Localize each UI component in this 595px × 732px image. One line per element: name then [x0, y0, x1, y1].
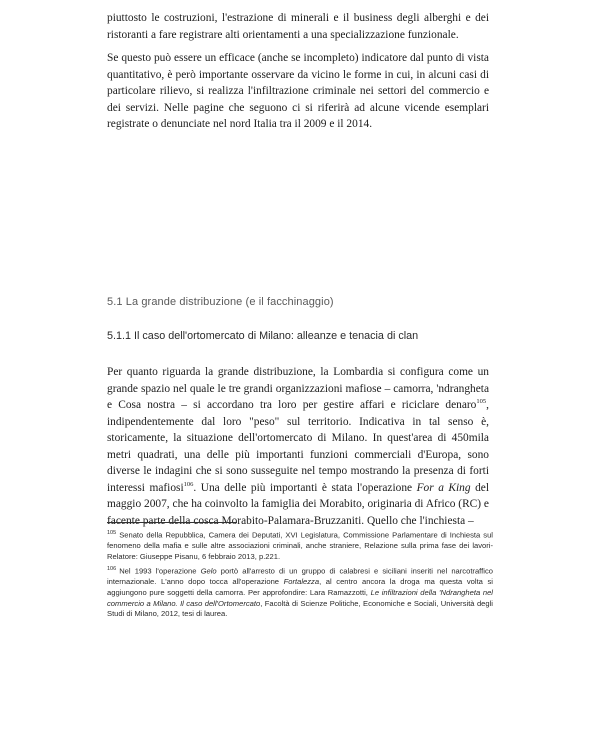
footnote-106 — [107, 564, 493, 620]
footnote-text: Senato della Repubblica, Camera dei Deputati, XVI Legislatura, Commissione Parlamentare di Inchiesta sul fenomeno della mafia e sulle altre associazioni criminali, anche straniere, Relazione sulla prima fase dei lavori-Relatore: Giuseppe Pisanu, 6 febbraio 2013, p.221. — [107, 530, 493, 561]
main-paragraph-part3: . Una delle più importanti è stata l'operazione — [193, 481, 417, 494]
footnotes — [107, 528, 493, 622]
footnote-number: 105 — [107, 530, 117, 536]
footnote-italic: Le infiltrazioni della 'Ndrangheta nel commercio a Milano. Il caso dell'Ortomercato — [107, 588, 493, 608]
subsection-heading: 5.1.1 Il caso dell'ortomercato di Milano: alleanze e tenacia di clan — [107, 330, 419, 342]
main-paragraph-part2: , indipendentemente dal loro "peso" sul territorio. Indicativa in tal senso è, storicamente, la situazione dell'ortomercato di Milano. In quest'area di 450mila metri quadrati, una delle più importanti funzioni commerciali d'Europa, sono diverse le indagini che si sono susseguite nel tempo mostrando la presenza di forti interessi mafiosi — [107, 399, 489, 494]
footnote-text-part: , al centro ancora la droga ma questa volta si aggiungono pure soggetti della camorra. Per approfondire: Lara Ramazzotti, — [107, 577, 493, 598]
footnote-separator — [107, 522, 237, 523]
section-heading: 5.1 La grande distribuzione (e il facchinaggio) — [107, 296, 334, 308]
main-paragraph — [107, 364, 489, 529]
operation-name: For a King — [416, 481, 471, 494]
footnote-text-part: , Facoltà di Scienze Politiche, Economiche e Sociali, Università degli Studi di Milano, 2012, tesi di laurea. — [107, 598, 493, 619]
footnote-ref-105[interactable]: 105 — [476, 398, 487, 406]
quantitative-paragraph: Se questo può essere un efficace (anche se incompleto) indicatore dal punto di vista quantitativo, è però importante osservare da vicino le forme in cui, in alcuni casi di particolare rilievo, si realizza l'infiltrazione criminale nei settori del commercio e dei servizi. Nelle pagine che seguono ci si riferirà ad alcune vicende esemplari registrate o denunciate nel nord Italia tra il 2009 e il 2014. — [107, 52, 489, 130]
main-paragraph-part1: Per quanto riguarda la grande distribuzione, la Lombardia si configura come un grande spazio nel quale le tre grandi organizzazioni mafiose – camorra, 'ndrangheta e Cosa nostra – si accordano tra loro per gestire affari e riciclare denaro — [107, 366, 489, 411]
main-paragraph-part4: del maggio 2007, che ha coinvolto la famiglia dei Morabito, originaria di Africo (RC) e facente parte della cosca Morabito-Palamara-Bruzzaniti. Quello che l'inchiesta – — [107, 481, 489, 527]
footnote-number: 106 — [107, 566, 117, 573]
footnote-text-part: portò all'arresto di un gruppo di calabresi e siciliani inseriti nel narcotraffico internazionale. L'anno dopo tocca all'operazione — [107, 566, 493, 587]
footnote-italic: Fortalezza — [283, 577, 320, 587]
footnote-ref-106[interactable]: 106 — [183, 480, 194, 488]
intro-paragraph: piuttosto le costruzioni, l'estrazione di minerali e il business degli alberghi e dei ristoranti a fare registrare alti orientamenti a una specializzazione funzionale. — [107, 12, 489, 41]
footnote-italic: Gelo — [200, 566, 217, 576]
footnote-105 — [107, 528, 493, 562]
footnote-text-part: Nel 1993 l'operazione — [119, 566, 201, 576]
